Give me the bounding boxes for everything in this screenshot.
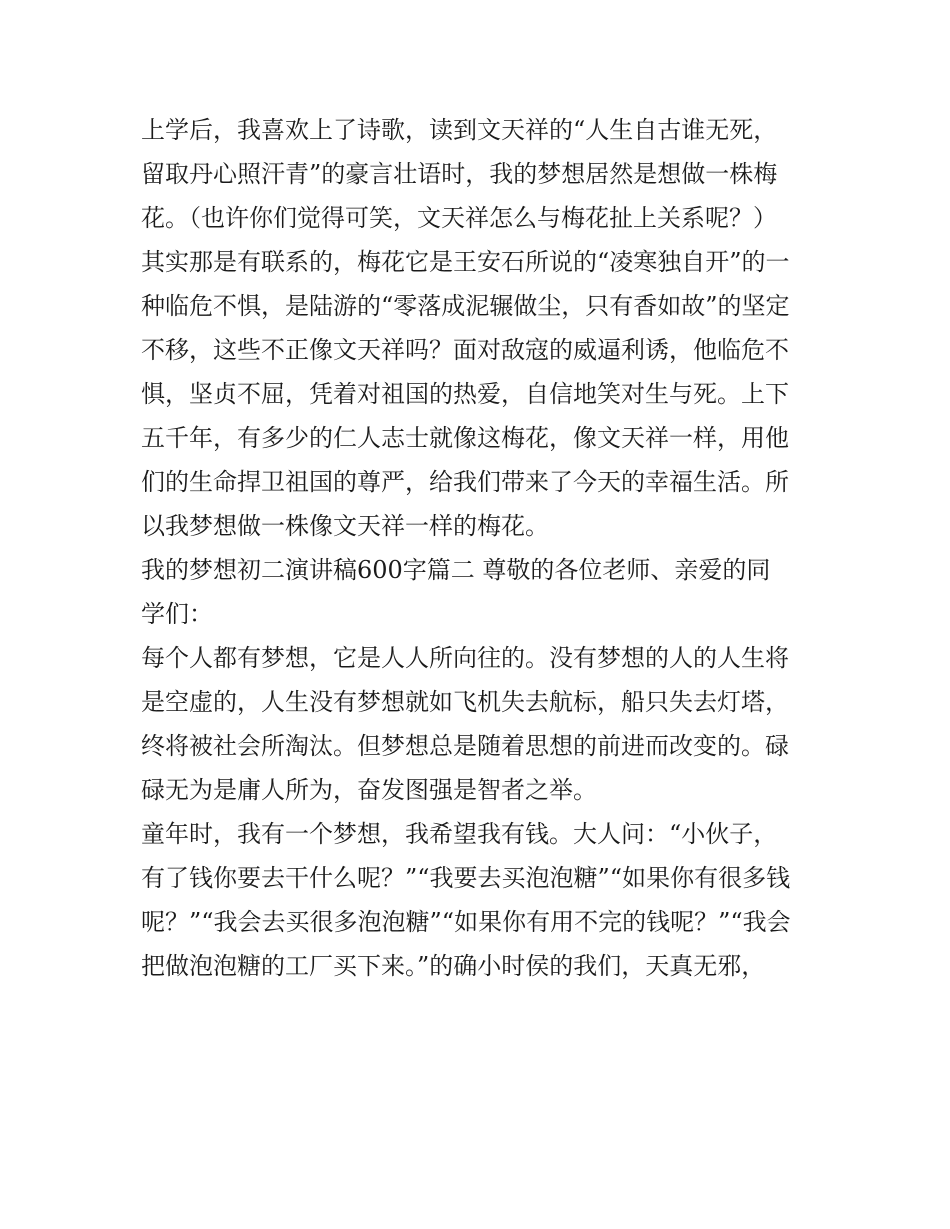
body-text	[141, 108, 813, 988]
text-line: 以我梦想做一株像文天祥一样的梅花。	[141, 512, 549, 540]
text-line: 留取丹心照汗青”的豪言壮语时，我的梦想居然是想做一株梅	[141, 160, 778, 188]
text-line: 五千年，有多少的仁人志士就像这梅花，像文天祥一样，用他	[141, 424, 789, 452]
text-line: 碌无为是庸人所为，奋发图强是智者之举。	[141, 776, 597, 804]
text-line: 学们：	[141, 600, 213, 628]
text-line: 种临危不惧，是陆游的“零落成泥辗做尘，只有香如故”的坚定	[141, 292, 790, 320]
text-line: 上学后，我喜欢上了诗歌，读到文天祥的“人生自古谁无死，	[141, 116, 778, 144]
text-line: 把做泡泡糖的工厂买下来。”的确小时侯的我们，天真无邪，	[141, 952, 766, 980]
text-line: 不移，这些不正像文天祥吗？面对敌寇的威逼利诱，他临危不	[141, 336, 789, 364]
text-line: 花。（也许你们觉得可笑，文天祥怎么与梅花扯上关系呢？）	[141, 204, 777, 232]
text-line: 我的梦想初二演讲稿600字篇二 尊敬的各位老师、亲爱的同	[141, 556, 771, 584]
text-line: 有了钱你要去干什么呢？”“我要去买泡泡糖”“如果你有很多钱	[141, 864, 791, 892]
text-line: 每个人都有梦想，它是人人所向往的。没有梦想的人的人生将	[141, 644, 789, 672]
text-line: 呢？”“我会去买很多泡泡糖”“如果你有用不完的钱呢？”“我会	[141, 908, 791, 936]
text-line: 终将被社会所淘汰。但梦想总是随着思想的前进而改变的。碌	[141, 732, 789, 760]
text-line: 惧，坚贞不屈，凭着对祖国的热爱，自信地笑对生与死。上下	[141, 380, 789, 408]
text-line: 其实那是有联系的，梅花它是王安石所说的“凌寒独自开”的一	[141, 248, 790, 276]
text-line: 童年时，我有一个梦想，我希望我有钱。大人问：“小伙子，	[141, 820, 778, 848]
text-line: 们的生命捍卫祖国的尊严，给我们带来了今天的幸福生活。所	[141, 468, 789, 496]
text-line: 是空虚的，人生没有梦想就如飞机失去航标，船只失去灯塔，	[141, 688, 789, 716]
